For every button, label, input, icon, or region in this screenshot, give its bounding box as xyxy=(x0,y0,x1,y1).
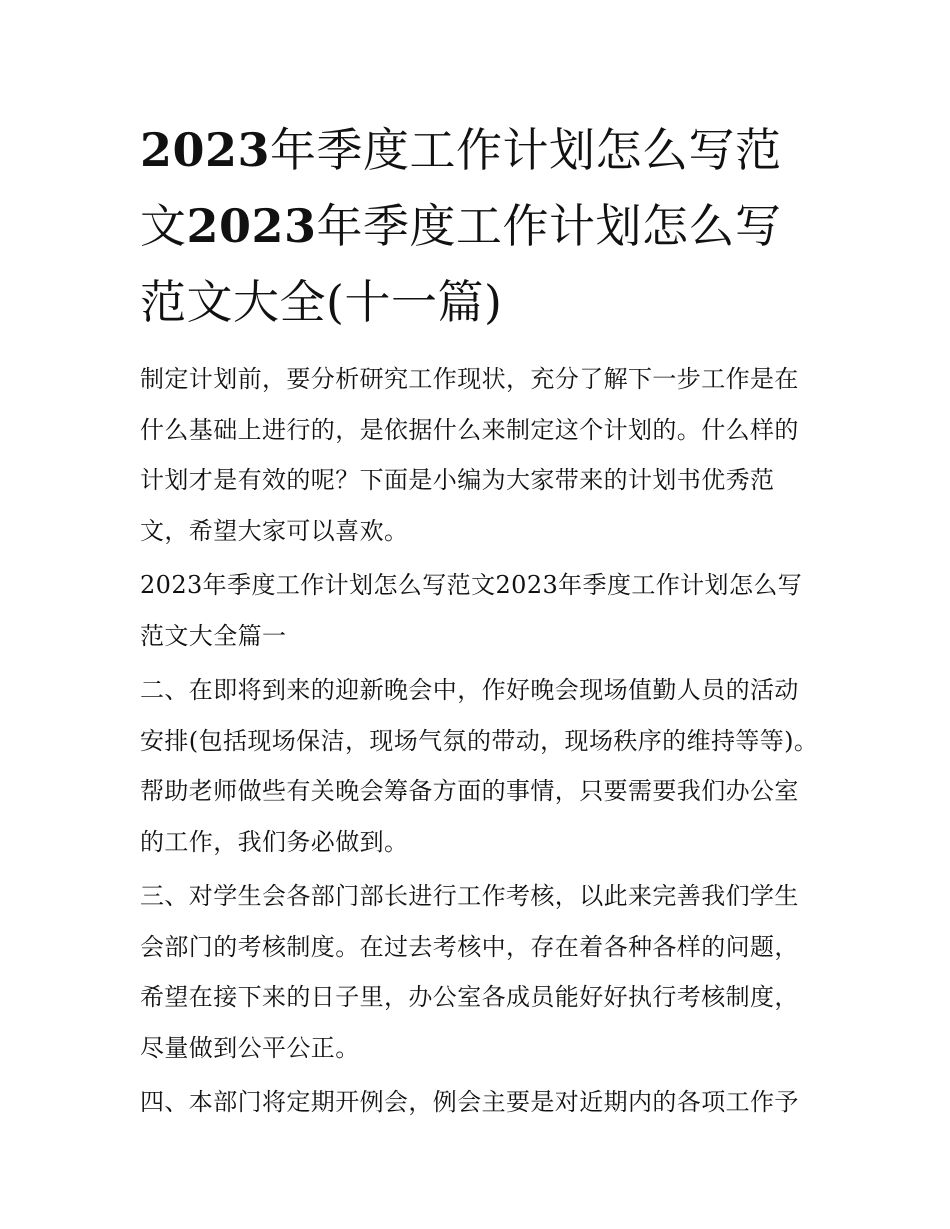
section-heading: 2023年季度工作计划怎么写范文2023年季度工作计划怎么写范文大全篇一 xyxy=(140,571,803,650)
paragraph-item-3: 三、对学生会各部门部长进行工作考核，以此来完善我们学生会部门的考核制度。在过去考核中，存在着各种各样的问题，希望在接下来的日子里，办公室各成员能好好执行考核制度，尽量做到公平公正。 xyxy=(140,882,799,1062)
title-year-1: 2023 xyxy=(140,123,271,177)
intro-paragraph: 制定计划前，要分析研究工作现状，充分了解下一步工作是在什么基础上进行的，是依据什么来制定这个计划的。什么样的计划才是有效的呢？下面是小编为大家带来的计划书优秀范文，希望大家可以喜欢。 xyxy=(140,365,799,545)
title-text-2: 年季度工作计划怎么写范文大全(十一篇) xyxy=(140,199,782,329)
paragraph-item-4: 四、本部门将定期开例会，例会主要是对近期内的各项工作予 xyxy=(140,1088,799,1116)
paragraph-item-2: 二、在即将到来的迎新晚会中，作好晚会现场值勤人员的活动安排(包括现场保洁，现场气氛的带动，现场秩序的维持等等)。帮助老师做些有关晚会筹备方面的事情，只要需要我们办公室的工作，我们务必做到。 xyxy=(140,676,819,856)
title-year-2: 2023 xyxy=(186,199,317,253)
document-title xyxy=(140,112,820,340)
title-text-1: 年季度工作计划怎么写范文 xyxy=(140,123,782,253)
document-body xyxy=(140,112,820,1128)
